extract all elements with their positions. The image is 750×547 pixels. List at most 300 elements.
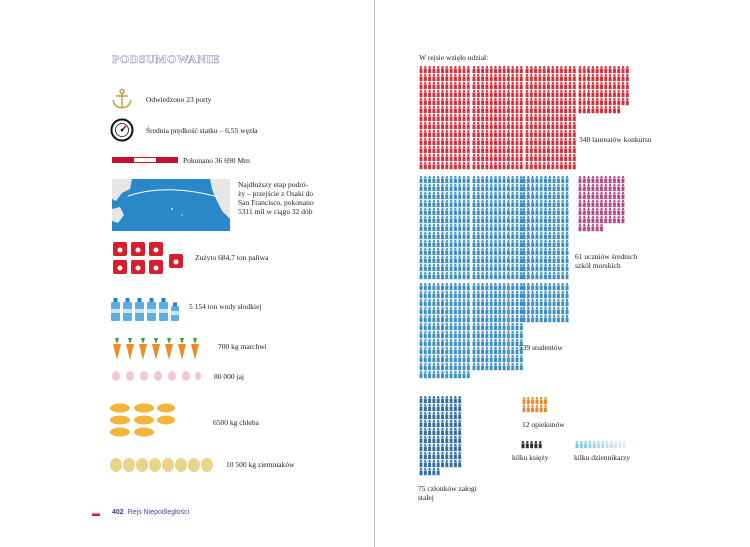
person-icon [540, 256, 543, 263]
person-icon [432, 444, 435, 451]
person-icon [463, 363, 466, 370]
person-icon [520, 192, 523, 199]
person-icon [516, 256, 519, 263]
person-icon [454, 90, 457, 97]
person-icon [477, 355, 480, 362]
person-icon [490, 315, 493, 322]
person-icon [473, 224, 476, 231]
person-icon [454, 283, 457, 290]
person-icon [450, 412, 453, 419]
person-icon [547, 82, 550, 89]
person-icon [543, 66, 546, 73]
person-icon [556, 98, 559, 105]
person-icon [561, 176, 564, 183]
person-icon [520, 264, 523, 271]
person-icon [511, 98, 514, 105]
person-icon [520, 355, 523, 362]
person-icon [511, 272, 514, 279]
person-icon [553, 208, 556, 215]
person-icon [467, 232, 470, 239]
person-icon [591, 106, 594, 113]
person-icon [424, 224, 427, 231]
person-icon [540, 405, 543, 412]
person-icon [441, 339, 444, 346]
person-icon [520, 90, 523, 97]
person-icon [441, 184, 444, 191]
person-icon [579, 184, 582, 191]
person-icon [424, 216, 427, 223]
person-icon [428, 74, 431, 81]
person-icon [437, 256, 440, 263]
person-icon [507, 122, 510, 129]
person-icon [520, 138, 523, 145]
ports-text: Odwiedzono 23 porty [146, 95, 212, 104]
person-icon [454, 162, 457, 169]
person-icon [420, 240, 423, 247]
person-icon [424, 444, 427, 451]
person-icon [441, 138, 444, 145]
person-icon [596, 66, 599, 73]
person-icon [494, 291, 497, 298]
person-icon [503, 232, 506, 239]
water-text: 5 154 ton wody słodkiej [189, 302, 262, 311]
person-icon [511, 224, 514, 231]
person-icon [445, 420, 448, 427]
person-icon [450, 224, 453, 231]
person-icon [587, 224, 590, 231]
person-icon [445, 66, 448, 73]
person-icon [441, 452, 444, 459]
person-icon [473, 355, 476, 362]
person-icon [544, 272, 547, 279]
person-icon [450, 355, 453, 362]
person-icon [516, 307, 519, 314]
person-icon [467, 339, 470, 346]
person-icon [463, 232, 466, 239]
person-icon [463, 240, 466, 247]
person-icon [622, 208, 625, 215]
person-icon [458, 444, 461, 451]
person-icon [441, 323, 444, 330]
person-icon [481, 240, 484, 247]
person-icon [490, 106, 493, 113]
person-icon [503, 66, 506, 73]
person-icon [520, 82, 523, 89]
person-icon [428, 66, 431, 73]
person-icon [520, 98, 523, 105]
person-icon [445, 307, 448, 314]
person-icon [523, 240, 526, 247]
person-icon [467, 347, 470, 354]
person-icon [573, 114, 576, 121]
person-icon [437, 90, 440, 97]
person-icon [523, 224, 526, 231]
person-icon [547, 162, 550, 169]
person-icon [591, 74, 594, 81]
person-icon [511, 162, 514, 169]
person-icon [613, 192, 616, 199]
person-icon [520, 122, 523, 129]
person-icon [432, 106, 435, 113]
person-icon [467, 208, 470, 215]
person-icon [463, 307, 466, 314]
person-icon [420, 98, 423, 105]
person-icon [566, 283, 569, 290]
person-icon [437, 404, 440, 411]
person-icon [596, 200, 599, 207]
person-icon [535, 240, 538, 247]
person-icon [490, 264, 493, 271]
person-icon [420, 323, 423, 330]
person-icon [527, 192, 530, 199]
person-icon [463, 176, 466, 183]
person-icon [553, 184, 556, 191]
person-icon [463, 192, 466, 199]
person-icon [617, 66, 620, 73]
journalists-label: kilku dziennikarzy [574, 453, 631, 462]
person-icon [613, 176, 616, 183]
person-icon [516, 74, 519, 81]
person-icon [540, 176, 543, 183]
person-icon [437, 283, 440, 290]
person-icon [454, 224, 457, 231]
person-icon [467, 146, 470, 153]
person-icon [490, 90, 493, 97]
person-icon [511, 232, 514, 239]
person-icon [617, 90, 620, 97]
person-icon [503, 355, 506, 362]
person-icon [420, 315, 423, 322]
person-icon [535, 192, 538, 199]
person-icon [566, 291, 569, 298]
person-icon [494, 106, 497, 113]
person-icon [458, 363, 461, 370]
person-icon [441, 264, 444, 271]
person-icon [557, 299, 560, 306]
person-icon [454, 299, 457, 306]
person-icon [583, 224, 586, 231]
person-icon [450, 363, 453, 370]
person-icon [473, 264, 476, 271]
person-icon [531, 272, 534, 279]
person-icon [531, 405, 534, 412]
person-icon [450, 122, 453, 129]
person-icon [527, 283, 530, 290]
person-icon [477, 315, 480, 322]
person-icon [556, 138, 559, 145]
person-icon [450, 248, 453, 255]
person-icon [600, 90, 603, 97]
person-icon [583, 66, 586, 73]
person-icon [490, 307, 493, 314]
person-icon [535, 283, 538, 290]
person-icon [437, 114, 440, 121]
person-icon [454, 436, 457, 443]
person-icon [437, 232, 440, 239]
carrot-icons [110, 337, 202, 361]
person-icon [437, 396, 440, 403]
person-icon [432, 154, 435, 161]
person-icon [557, 192, 560, 199]
person-icon [516, 291, 519, 298]
person-icon [564, 66, 567, 73]
person-icon [490, 216, 493, 223]
person-icon [511, 264, 514, 271]
person-icon [553, 216, 556, 223]
person-icon [609, 106, 612, 113]
person-icon [507, 256, 510, 263]
person-icon [477, 363, 480, 370]
person-icon [591, 184, 594, 191]
person-icon [481, 339, 484, 346]
person-icon [445, 200, 448, 207]
person-icon [420, 114, 423, 121]
person-icon [445, 106, 448, 113]
person-icon [424, 347, 427, 354]
person-icon [473, 256, 476, 263]
person-icon [544, 283, 547, 290]
person-icon [445, 122, 448, 129]
person-icon [609, 66, 612, 73]
person-icon [437, 224, 440, 231]
person-icon [467, 331, 470, 338]
person-icon [564, 106, 567, 113]
person-icon [424, 122, 427, 129]
person-icon [441, 208, 444, 215]
person-icon [507, 138, 510, 145]
person-icon [601, 441, 604, 448]
person-icon [454, 130, 457, 137]
person-icon [445, 232, 448, 239]
person-icon [454, 460, 457, 467]
person-icon [507, 272, 510, 279]
person-icon [494, 162, 497, 169]
person-icon [548, 240, 551, 247]
person-icon [543, 82, 546, 89]
person-icon [432, 146, 435, 153]
person-icon [520, 256, 523, 263]
person-icon [604, 192, 607, 199]
person-icon [467, 90, 470, 97]
person-icon [560, 138, 563, 145]
person-icon [420, 396, 423, 403]
person-icon [485, 240, 488, 247]
person-icon [467, 154, 470, 161]
person-icon [564, 114, 567, 121]
person-icon [437, 315, 440, 322]
person-icon [428, 468, 431, 475]
person-icon [490, 256, 493, 263]
person-icon [420, 339, 423, 346]
person-icon [428, 208, 431, 215]
person-icon [527, 315, 530, 322]
person-icon [617, 184, 620, 191]
person-icon [613, 74, 616, 81]
person-icon [473, 347, 476, 354]
person-icon [445, 363, 448, 370]
person-icon [424, 452, 427, 459]
person-icon [473, 146, 476, 153]
person-icon [467, 176, 470, 183]
person-icon [428, 130, 431, 137]
person-icon [420, 192, 423, 199]
person-icon [450, 90, 453, 97]
person-icon [566, 307, 569, 314]
person-icon [481, 74, 484, 81]
person-icon [428, 339, 431, 346]
person-icon [432, 331, 435, 338]
person-icon [432, 347, 435, 354]
person-icon [523, 208, 526, 215]
person-icon [556, 154, 559, 161]
person-icon [538, 98, 541, 105]
person-icon [437, 154, 440, 161]
person-icon [490, 224, 493, 231]
person-icon [420, 291, 423, 298]
person-icon [609, 82, 612, 89]
person-icon [613, 106, 616, 113]
person-icon [463, 82, 466, 89]
person-icon [424, 323, 427, 330]
person-icon [606, 441, 609, 448]
person-icon [420, 146, 423, 153]
person-icon [424, 404, 427, 411]
person-icon [626, 66, 629, 73]
person-icon [498, 216, 501, 223]
person-icon [458, 371, 461, 378]
person-icon [445, 82, 448, 89]
person-icon [424, 315, 427, 322]
person-icon [445, 299, 448, 306]
person-icon [420, 232, 423, 239]
person-icon [437, 355, 440, 362]
person-icon [507, 248, 510, 255]
person-icon [477, 114, 480, 121]
person-icon [538, 162, 541, 169]
person-icon [569, 90, 572, 97]
person-icon [511, 291, 514, 298]
person-icon [548, 299, 551, 306]
person-icon [458, 232, 461, 239]
person-icon [535, 224, 538, 231]
person-icon [527, 232, 530, 239]
person-icon [494, 240, 497, 247]
person-icon [467, 224, 470, 231]
person-icon [498, 192, 501, 199]
person-icon [544, 256, 547, 263]
person-icon [511, 154, 514, 161]
person-icon [503, 146, 506, 153]
person-icon [450, 200, 453, 207]
person-icon [450, 192, 453, 199]
person-icon [441, 355, 444, 362]
person-icon [511, 355, 514, 362]
person-icon [428, 232, 431, 239]
person-icon [481, 114, 484, 121]
person-icon [437, 184, 440, 191]
person-icon [445, 176, 448, 183]
person-icon [445, 460, 448, 467]
person-icon [445, 130, 448, 137]
laureates-label: 348 laureatów konkursu [579, 135, 652, 144]
person-icon [473, 106, 476, 113]
person-icon [507, 216, 510, 223]
person-icon [583, 216, 586, 223]
person-icon [619, 441, 622, 448]
person-icon [463, 248, 466, 255]
person-icon [561, 291, 564, 298]
person-icon [490, 82, 493, 89]
person-icon [473, 98, 476, 105]
person-icon [547, 138, 550, 145]
person-icon [560, 90, 563, 97]
person-icon [548, 248, 551, 255]
person-icon [473, 272, 476, 279]
person-icon [477, 176, 480, 183]
person-icon [540, 291, 543, 298]
person-icon [516, 82, 519, 89]
person-icon [463, 299, 466, 306]
person-icon [557, 224, 560, 231]
person-icon [587, 208, 590, 215]
person-icon [485, 283, 488, 290]
person-icon [437, 444, 440, 451]
person-icon [498, 363, 501, 370]
person-icon [511, 283, 514, 290]
person-icon [428, 291, 431, 298]
person-icon [445, 323, 448, 330]
person-icon [580, 441, 583, 448]
person-icon [481, 200, 484, 207]
person-icon [445, 184, 448, 191]
person-icon [543, 146, 546, 153]
person-icon [535, 176, 538, 183]
person-icon [445, 347, 448, 354]
person-icon [564, 130, 567, 137]
person-icon [450, 208, 453, 215]
person-icon [420, 90, 423, 97]
person-icon [531, 256, 534, 263]
person-icon [485, 208, 488, 215]
person-icon [531, 299, 534, 306]
person-icon [523, 184, 526, 191]
person-icon [526, 98, 529, 105]
person-icon [445, 74, 448, 81]
person-icon [596, 192, 599, 199]
person-icon [498, 264, 501, 271]
person-icon [556, 122, 559, 129]
students-label: 539 studentów [519, 343, 563, 352]
person-icon [428, 256, 431, 263]
person-icon [445, 154, 448, 161]
person-icon [507, 192, 510, 199]
person-icon [458, 154, 461, 161]
person-icon [507, 154, 510, 161]
person-icon [516, 200, 519, 207]
person-icon [511, 106, 514, 113]
person-icon [485, 291, 488, 298]
person-icon [485, 256, 488, 263]
person-icon [490, 176, 493, 183]
person-icon [477, 138, 480, 145]
person-icon [498, 232, 501, 239]
person-icon [490, 154, 493, 161]
person-icon [526, 122, 529, 129]
person-icon [473, 66, 476, 73]
person-icon [551, 146, 554, 153]
person-icon [473, 200, 476, 207]
person-icon [485, 90, 488, 97]
